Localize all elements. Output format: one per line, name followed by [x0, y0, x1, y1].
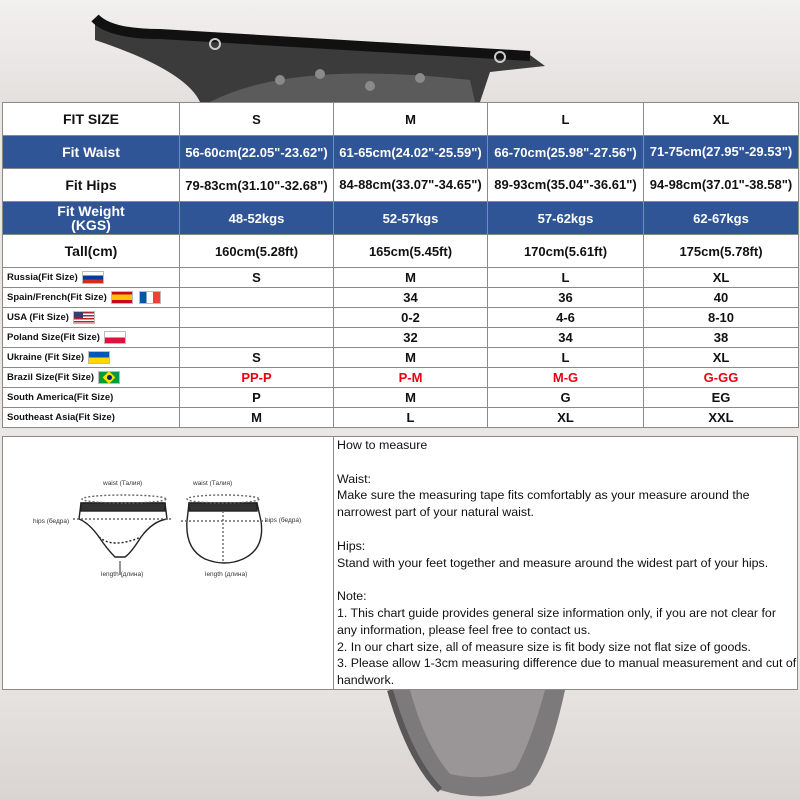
header-row: [3, 103, 799, 136]
fit-waist-row: [3, 136, 799, 169]
cell: 71-75cm(27.95"-29.53"): [644, 136, 799, 169]
spain-france-row: [3, 288, 799, 308]
cell: 165cm(5.45ft): [334, 235, 488, 268]
poland-flag-icon: [104, 331, 126, 344]
cell: L: [488, 268, 644, 288]
region-label: USA (Fit Size): [7, 312, 69, 324]
cell: 0-2: [334, 308, 488, 328]
fit-hips-row: [3, 169, 799, 202]
cell: 56-60cm(22.05"-23.62"): [180, 136, 334, 169]
cell: 79-83cm(31.10"-32.68"): [180, 169, 334, 202]
spain-flag-icon: [111, 291, 133, 304]
cell: [180, 288, 334, 308]
garment-photo-bottom: [380, 690, 580, 800]
usa-row: [3, 308, 799, 328]
size-m-header: M: [334, 103, 488, 136]
row-label: Fit Waist: [3, 136, 180, 169]
cell: S: [180, 348, 334, 368]
cell: G-GG: [703, 370, 739, 385]
cell: L: [334, 408, 488, 428]
cell: 38: [644, 328, 799, 348]
fit-weight-row: [3, 202, 799, 235]
southeast-asia-row: [3, 408, 799, 428]
russia-flag-icon: [82, 271, 104, 284]
cell: 40: [644, 288, 799, 308]
measurement-instructions: [337, 437, 797, 689]
cell: L: [488, 348, 644, 368]
cell: EG: [644, 388, 799, 408]
row-label: Fit Hips: [3, 169, 180, 202]
right-hips-label: hips (бедра): [265, 517, 302, 524]
cell: [180, 308, 334, 328]
region-label: Spain/French(Fit Size): [7, 292, 107, 304]
fit-size-label: FIT SIZE: [3, 103, 180, 136]
cell: 34: [488, 328, 644, 348]
ukraine-row: [3, 348, 799, 368]
cell: M: [180, 408, 334, 428]
ukraine-flag-icon: [88, 351, 110, 364]
row-label: Fit Weight (KGS): [3, 202, 180, 235]
cell: 170cm(5.61ft): [488, 235, 644, 268]
size-s-header: S: [180, 103, 334, 136]
poland-row: [3, 328, 799, 348]
garment-photo-top: [90, 0, 550, 102]
brazil-row: [3, 368, 799, 388]
brief-front-drawing: [73, 503, 173, 575]
russia-row: [3, 268, 799, 288]
note-heading: Note:: [337, 589, 367, 604]
measurement-diagram: [3, 437, 334, 689]
france-flag-icon: [139, 291, 161, 304]
right-length-label: length (длина): [205, 571, 248, 578]
cell: 160cm(5.28ft): [180, 235, 334, 268]
region-label: Russia(Fit Size): [7, 272, 78, 284]
cell: 4-6: [488, 308, 644, 328]
cell: 57-62kgs: [488, 202, 644, 235]
size-l-header: L: [488, 103, 644, 136]
size-chart-table: [2, 102, 799, 428]
cell: 62-67kgs: [644, 202, 799, 235]
cell: 89-93cm(35.04"-36.61"): [488, 169, 644, 202]
left-waist-label: waist (Талия): [103, 480, 143, 487]
waist-heading: Waist:: [337, 471, 371, 486]
cell: P: [180, 388, 334, 408]
cell: 32: [334, 328, 488, 348]
region-label: South America(Fit Size): [3, 388, 180, 408]
cell: G: [488, 388, 644, 408]
cell: 84-88cm(33.07"-34.65"): [334, 169, 488, 202]
cell: 175cm(5.78ft): [644, 235, 799, 268]
row-label: Tall(cm): [3, 235, 180, 268]
region-label: Poland Size(Fit Size): [7, 332, 100, 344]
cell: 52-57kgs: [334, 202, 488, 235]
usa-flag-icon: [73, 311, 95, 324]
cell: 94-98cm(37.01"-38.58"): [644, 169, 799, 202]
cell: 34: [334, 288, 488, 308]
cell: M: [334, 268, 488, 288]
region-label: Ukraine (Fit Size): [7, 352, 85, 364]
cell: PP-P: [241, 370, 272, 385]
cell: 8-10: [644, 308, 799, 328]
cell: M: [334, 388, 488, 408]
measurement-guide-panel: [2, 436, 798, 690]
cell: XXL: [644, 408, 799, 428]
region-label: Brazil Size(Fit Size): [7, 372, 95, 384]
cell: M-G: [552, 370, 579, 385]
left-length-label: length (длина): [101, 571, 144, 578]
hips-text: Stand with your feet together and measure around the widest part of your hips.: [337, 555, 769, 570]
cell: 36: [488, 288, 644, 308]
cell: 61-65cm(24.02"-25.59"): [334, 136, 488, 169]
cell: XL: [488, 408, 644, 428]
brazil-flag-icon: [98, 371, 120, 384]
size-xl-header: XL: [644, 103, 799, 136]
cell: M: [334, 348, 488, 368]
cell: S: [180, 268, 334, 288]
waist-text: Make sure the measuring tape fits comfortably as your measure around the narrowest part of your natural waist.: [337, 488, 750, 520]
cell: [180, 328, 334, 348]
note-item: 2. In our chart size, all of measure size is fit body size not flat size of goods.: [337, 639, 751, 654]
cell: XL: [644, 348, 799, 368]
note-item: 1. This chart guide provides general size information only, if you are not clear for any information, please feel free to contact us.: [337, 605, 776, 637]
brief-diagram-svg: [3, 437, 333, 689]
tall-row: [3, 235, 799, 268]
guide-title: How to measure: [337, 438, 428, 452]
cell: XL: [644, 268, 799, 288]
south-america-row: [3, 388, 799, 408]
left-hips-label: hips (бедра): [33, 518, 70, 525]
cell: P-M: [398, 370, 423, 385]
hips-heading: Hips:: [337, 538, 366, 553]
note-item: 3. Please allow 1-3cm measuring difference due to manual measurement and cut of handwork.: [337, 656, 797, 688]
cell: 48-52kgs: [180, 202, 334, 235]
right-waist-label: waist (Талия): [193, 480, 233, 487]
cell: 66-70cm(25.98"-27.56"): [488, 136, 644, 169]
region-label: Southeast Asia(Fit Size): [3, 408, 180, 428]
